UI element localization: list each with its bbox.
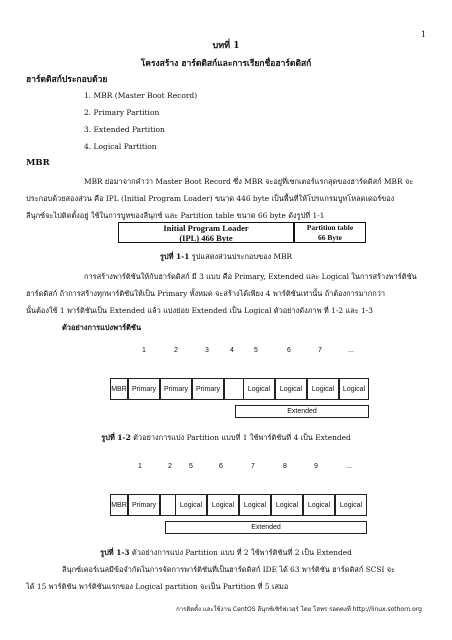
paragraph-line: MBR ย่อมาจากคำว่า Master Boot Record ซึ่ง MBR จะอยู่ที่เซกเตอร์แรกสุดของฮาร์ดดิสก์ MBR จะ: [84, 177, 414, 186]
page-footer: การติดตั้ง และใช้งาน CentOS ลีนุกซ์เซิร์ฟเวอร์ โดย โสทร รอดคงที่ http://linux.sothorn.org: [176, 606, 422, 613]
logical-partition-cell: Logical: [239, 494, 271, 516]
partition-number: 2: [168, 463, 172, 470]
example-heading: ตัวอย่างการแบ่งพาร์ติชัน: [62, 323, 141, 332]
list-item: 1. MBR (Master Boot Record): [84, 91, 198, 100]
extended-gap-cell: [160, 494, 175, 516]
list-item: 2. Primary Partition: [84, 108, 160, 117]
logical-partition-cell: Logical: [207, 494, 239, 516]
partition-number: 2: [174, 347, 178, 354]
logical-partition-cell: Logical: [275, 378, 307, 400]
primary-partition-cell: Primary: [128, 494, 160, 516]
partition-number: 5: [254, 347, 258, 354]
paragraph-line: นั้นต้องใช้ 1 พาร์ติชันเป็น Extended แล้ว แบ่งย่อย Extended เป็น Logical ตัวอย่างดังภาพ ที่ 1-2 และ 1-3: [26, 306, 373, 315]
extended-partition-bar: Extended: [235, 405, 369, 418]
partition-number: ...: [348, 347, 354, 354]
page-number: 1: [420, 30, 426, 39]
partition-number: 6: [219, 463, 223, 470]
primary-partition-cell: Primary: [160, 378, 192, 400]
logical-partition-cell: Logical: [175, 494, 207, 516]
paragraph-line: ลีนุกซ์เคอร์เนลมีข้อจำกัดในการจัดการพาร์ติชันที่เป็นฮาร์ดดิสก์ IDE ได้ 63 พาร์ติชัน ฮาร์ดดิสก์ SCSI จะ: [62, 565, 396, 574]
partition-table-block: [294, 222, 366, 243]
chapter-title: โครงสร้าง ฮาร์ดดิสก์และการเรียกชื่อฮาร์ดดิสก์: [140, 59, 312, 69]
paragraph-line: ลีนุกซ์จะไปติดตั้งอยู่ ใช้ในการบูทของลีนุกซ์ และ Partition table ขนาด 66 byte ดังรูปที่ 1-1: [26, 211, 325, 220]
ipl-size: (IPL) 466 Byte: [179, 233, 233, 243]
logical-partition-cell: Logical: [271, 494, 303, 516]
extended-gap-cell: [224, 378, 235, 400]
figure-caption-1-3: รูปที่ 1-3 ตัวอย่างการแบ่ง Partition แบบ ที่ 2 ใช้พาร์ติชันที่ 2 เป็น Extended: [100, 548, 352, 557]
partition-number: 7: [251, 463, 255, 470]
partition-number: 4: [230, 347, 234, 354]
partition-number: 5: [189, 463, 193, 470]
extended-gap-cell: [235, 378, 243, 400]
section-heading-mbr: MBR: [26, 158, 50, 168]
list-item: 3. Extended Partition: [84, 125, 165, 134]
partition-table-size: 66 Byte: [318, 233, 342, 242]
figure-caption-1-2: รูปที่ 1-2 ตัวอย่างการแบ่ง Partition แบบที่ 1 ใช้พาร์ติชันที่ 4 เป็น Extended: [101, 433, 351, 442]
partition-table-label: Partition table: [306, 223, 354, 232]
partition-number: 7: [318, 347, 322, 354]
partition-number: 8: [283, 463, 287, 470]
logical-partition-cell: Logical: [339, 378, 369, 400]
mbr-cell: MBR: [110, 378, 128, 400]
paragraph-line: ประกอบด้วยสองส่วน คือ IPL (Initial Program Loader) ขนาด 446 byte เป็นพื้นที่ให้โปรแกรมบูทโหลดเดอร์ของ: [26, 194, 395, 203]
ipl-label: Initial Program Loader: [163, 223, 249, 233]
primary-partition-cell: Primary: [192, 378, 224, 400]
primary-partition-cell: Primary: [128, 378, 160, 400]
partition-number: 9: [314, 463, 318, 470]
logical-partition-cell: Logical: [243, 378, 275, 400]
paragraph-line: ได้ 15 พาร์ติชัน พาร์ติชันแรกของ Logical partition จะเป็น Partition ที่ 5 เสมอ: [26, 582, 289, 591]
logical-partition-cell: Logical: [303, 494, 335, 516]
logical-partition-cell: Logical: [307, 378, 339, 400]
partition-number: 6: [287, 347, 291, 354]
partition-number: 1: [138, 463, 142, 470]
extended-partition-bar: Extended: [165, 521, 367, 534]
chapter-number: บทที่ 1: [212, 41, 240, 51]
section-heading-components: ฮาร์ดดิสก์ประกอบด้วย: [26, 75, 108, 85]
partition-number: 3: [205, 347, 209, 354]
paragraph-line: ฮาร์ดดิสก์ ถ้าการสร้างทุกพาร์ติชันให้เป็น Primary ทั้งหมด จะสร้างได้เพียง 4 พาร์ติชันเท่านั้น ถ้าต้องการมากกว่า: [26, 289, 386, 298]
ipl-block: [118, 222, 294, 243]
figure-caption-1-1: รูปที่ 1-1 รูปแสดงส่วนประกอบของ MBR: [159, 252, 293, 261]
paragraph-line: การสร้างพาร์ติชันให้กับฮาร์ดดิสก์ มี 3 แบบ คือ Primary, Extended และ Logical ในการสร้างพาร์ติชัน: [84, 272, 417, 281]
mbr-cell: MBR: [110, 494, 128, 516]
partition-number: 1: [142, 347, 146, 354]
list-item: 4. Logical Partition: [84, 142, 157, 151]
partition-number: ...: [346, 463, 352, 470]
logical-partition-cell: Logical: [335, 494, 367, 516]
